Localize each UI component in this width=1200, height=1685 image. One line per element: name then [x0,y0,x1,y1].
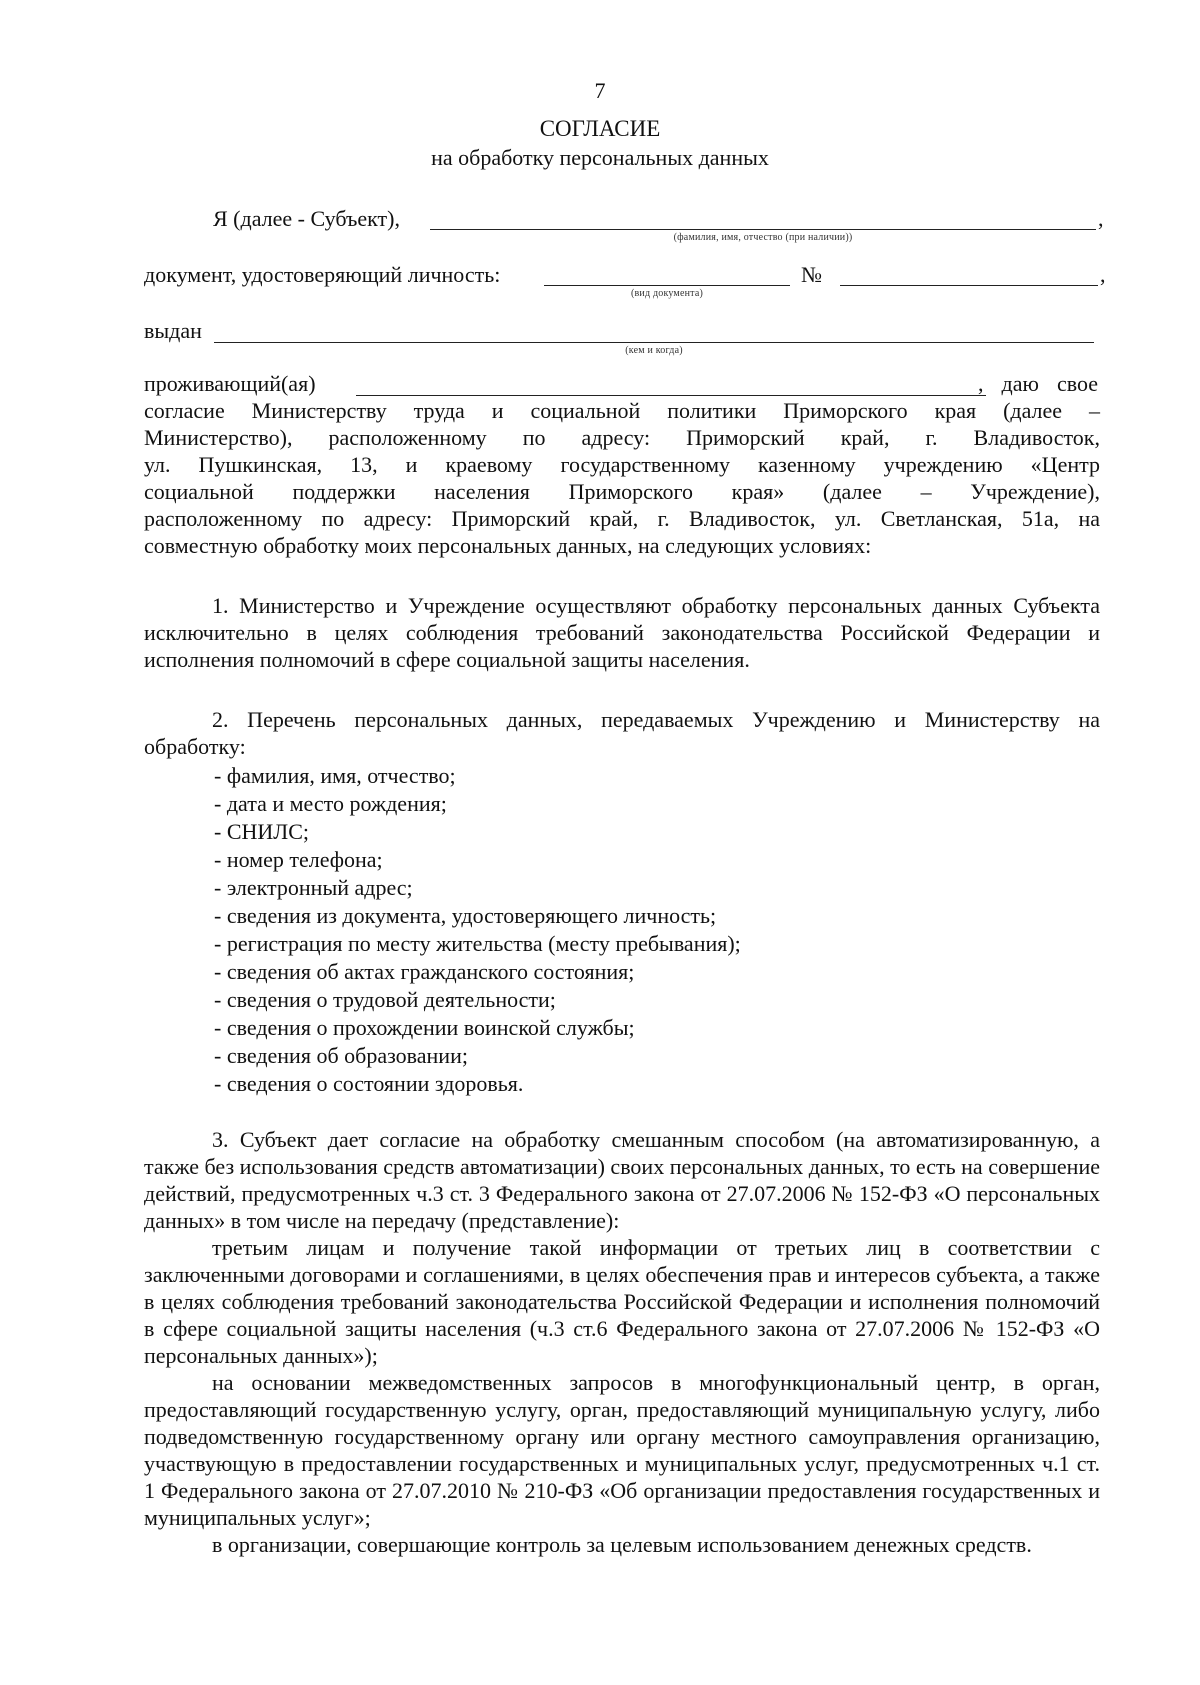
doc-type-field[interactable] [544,285,790,286]
doc-number-label: № [801,262,822,287]
list-item: - сведения об актах гражданского состояния; [214,959,635,984]
intro-line: ул. Пушкинская, 13, и краевому государственному казенному учреждению «Центр [144,452,1100,477]
document-subtitle: на обработку персональных данных [431,145,769,170]
list-item: - регистрация по месту жительства (месту пребывания); [214,931,741,956]
list-item: - электронный адрес; [214,875,413,900]
section-3-p1: 3. Субъект дает согласие на обработку смешанным способом (на автоматизированную, а также без использования средств автоматизации) своих персональных данных, то есть на совершение действий, предусмотренных ч.3 ст. 3 Федерального закона от 27.07.2006 № 152-ФЗ «О персональных данных» в том числе на передачу (представление): [144,1127,1100,1233]
doc-label: документ, удостоверяющий личность: [144,262,501,287]
subject-name-field[interactable] [430,229,1096,230]
section-3-p3: на основании межведомственных запросов в многофункциональный центр, в орган, предоставляющий государственную услугу, орган, предоставляющий муниципальную услугу, либо подведомственную государственному органу или органу местного самоуправления организацию, участвующую в предоставлении государственных и муниципальных услуг, предусмотренных ч.1 ст. 1 Федерального закона от 27.07.2010 № 210-ФЗ «Об организации предоставления государственных и муниципальных услуг»; [144,1370,1100,1530]
intro-line: совместную обработку моих персональных данных, на следующих условиях: [144,533,872,558]
page-number: 7 [594,78,606,103]
residence-field[interactable] [356,395,986,396]
subject-label: Я (далее - Субъект), [213,206,400,231]
document-title: СОГЛАСИЕ [539,116,661,141]
intro-paragraph [144,397,1100,559]
issued-label: выдан [144,318,202,343]
doc-number-field[interactable] [840,285,1098,286]
list-item: - сведения из документа, удостоверяющего личность; [214,903,717,928]
consent-tail: , даю свое [978,371,1098,396]
issued-field[interactable] [214,342,1094,343]
subject-comma: , [1098,206,1104,231]
intro-line: расположенному по адресу: Приморский край, г. Владивосток, ул. Светланская, 51а, на [144,506,1100,531]
residing-label: проживающий(ая) [144,371,316,396]
doc-type-hint: (вид документа) [630,288,704,299]
section-3-p4: в организации, совершающие контроль за целевым использованием денежных средств. [212,1532,1032,1557]
list-item: - сведения об образовании; [214,1043,468,1068]
intro-line: социальной поддержки населения Приморского края» (далее – Учреждение), [144,479,1100,504]
intro-line: Министерство), расположенному по адресу: Приморский край, г. Владивосток, [144,425,1100,450]
list-item: - дата и место рождения; [214,791,447,816]
intro-line: согласие Министерству труда и социальной политики Приморского края (далее – [144,398,1100,423]
list-item: - СНИЛС; [214,819,309,844]
list-item: - фамилия, имя, отчество; [214,763,456,788]
section-3-p2: третьим лицам и получение такой информации от третьих лиц в соответствии с заключенными договорами и соглашениями, в целях обеспечения прав и интересов субъекта, а также в целях соблюдения требований законодательства Российской Федерации и исполнения полномочий в сфере социальной защиты населения (ч.3 ст.6 Федерального закона от 27.07.2006 № 152-ФЗ «О персональных данных»); [144,1235,1100,1368]
issued-hint: (кем и когда) [625,345,683,356]
subject-hint: (фамилия, имя, отчество (при наличии)) [673,232,853,243]
section-3 [144,1126,1100,1558]
list-item: - номер телефона; [214,847,383,872]
section-2-intro: 2. Перечень персональных данных, передаваемых Учреждению и Министерству на обработку: [144,707,1100,759]
section-1: 1. Министерство и Учреждение осуществляют обработку персональных данных Субъекта исключительно в целях соблюдения требований законодательства Российской Федерации и исполнения полномочий в сфере социальной защиты населения. [144,593,1100,672]
list-item: - сведения о прохождении воинской службы; [214,1015,635,1040]
list-item: - сведения о трудовой деятельности; [214,987,556,1012]
list-item: - сведения о состоянии здоровья. [214,1071,524,1096]
doc-comma: , [1100,262,1106,287]
